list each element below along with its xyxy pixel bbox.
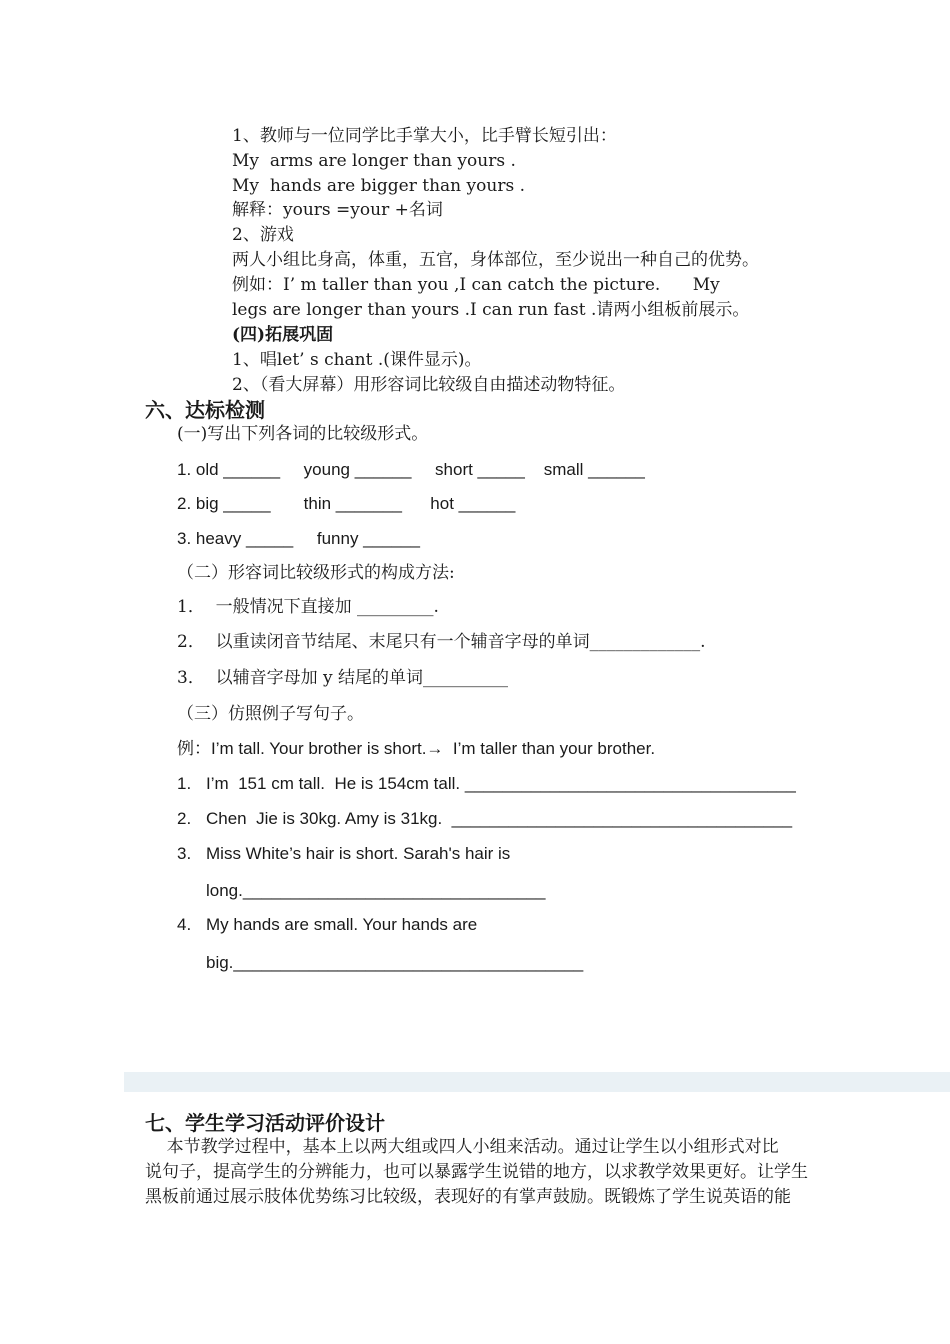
- question-4: My hands are small. Your hands are: [206, 915, 478, 934]
- question-4-answer-line: big._____________________________________: [206, 953, 584, 972]
- part-2-title: （二）形容词比较级形式的构成方法:: [177, 563, 455, 583]
- exercise-row-1: 1. old ______ young ______ short _____ small ______: [177, 460, 645, 479]
- rule-1: 1． 一般情况下直接加 _________.: [177, 597, 439, 617]
- rule-2: 2． 以重读闭音节结尾、末尾只有一个辅音字母的单词_____________.: [177, 632, 706, 652]
- part-3-title: （三）仿照例子写句子。: [177, 704, 364, 724]
- rule-3: 3． 以辅音字母加 y 结尾的单词__________: [177, 668, 509, 688]
- teaching-line-5: 2、游戏: [232, 225, 294, 245]
- example-sentence: 例：I’m tall. Your brother is short.→ I’m taller than your brother.: [177, 739, 656, 758]
- question-2-number: 2.: [177, 809, 192, 828]
- exercise-row-2: 2. big _____ thin _______ hot ______: [177, 494, 516, 513]
- page-break-band: [124, 1072, 950, 1092]
- teaching-line-11: 2、（看大屏幕）用形容词比较级自由描述动物特征。: [232, 375, 626, 395]
- teaching-line-2: My arms are longer than yours .: [232, 151, 516, 171]
- section-7-paragraph-line-2: 说句子，提高学生的分辨能力，也可以暴露学生说错的地方，以求教学效果更好。让学生: [145, 1162, 808, 1182]
- section-7-heading: 七、学生学习活动评价设计: [145, 1111, 385, 1135]
- teaching-line-7: 例如：I’ m taller than you ,I can catch the picture. My: [232, 275, 720, 295]
- question-2: Chen Jie is 30kg. Amy is 31kg. ____________________________________: [206, 809, 793, 828]
- question-3-number: 3.: [177, 844, 192, 863]
- question-1-number: 1.: [177, 774, 192, 793]
- section-7-paragraph-line-1: 本节教学过程中，基本上以两大组或四人小组来活动。通过让学生以小组形式对比: [145, 1137, 779, 1157]
- section-7-paragraph-line-3: 黑板前通过展示肢体优势练习比较级，表现好的有掌声鼓励。既锻炼了学生说英语的能: [145, 1187, 791, 1207]
- teaching-line-4: 解释：yours =your +名词: [232, 200, 443, 220]
- teaching-line-10: 1、唱let’ s chant .(课件显示)。: [232, 350, 482, 370]
- teaching-line-1: 1、教师与一位同学比手掌大小，比手臂长短引出：: [232, 126, 617, 146]
- question-4-number: 4.: [177, 915, 192, 934]
- question-1: I’m 151 cm tall. He is 154cm tall. ___________________________________: [206, 774, 796, 793]
- teaching-line-8: legs are longer than yours .I can run fast .请两小组板前展示。: [232, 300, 750, 320]
- teaching-line-3: My hands are bigger than yours .: [232, 176, 525, 196]
- question-3-answer-line: long.________________________________: [206, 881, 546, 900]
- exercise-row-3: 3. heavy _____ funny ______: [177, 529, 420, 548]
- teaching-line-6: 两人小组比身高，体重，五官，身体部位，至少说出一种自己的优势。: [232, 250, 759, 270]
- question-3: Miss White’s hair is short. Sarah's hair is: [206, 844, 511, 863]
- section-6-heading: 六、达标检测: [145, 398, 265, 422]
- subsection-heading: (四)拓展巩固: [232, 325, 334, 345]
- part-1-title: (一)写出下列各词的比较级形式。: [177, 424, 429, 444]
